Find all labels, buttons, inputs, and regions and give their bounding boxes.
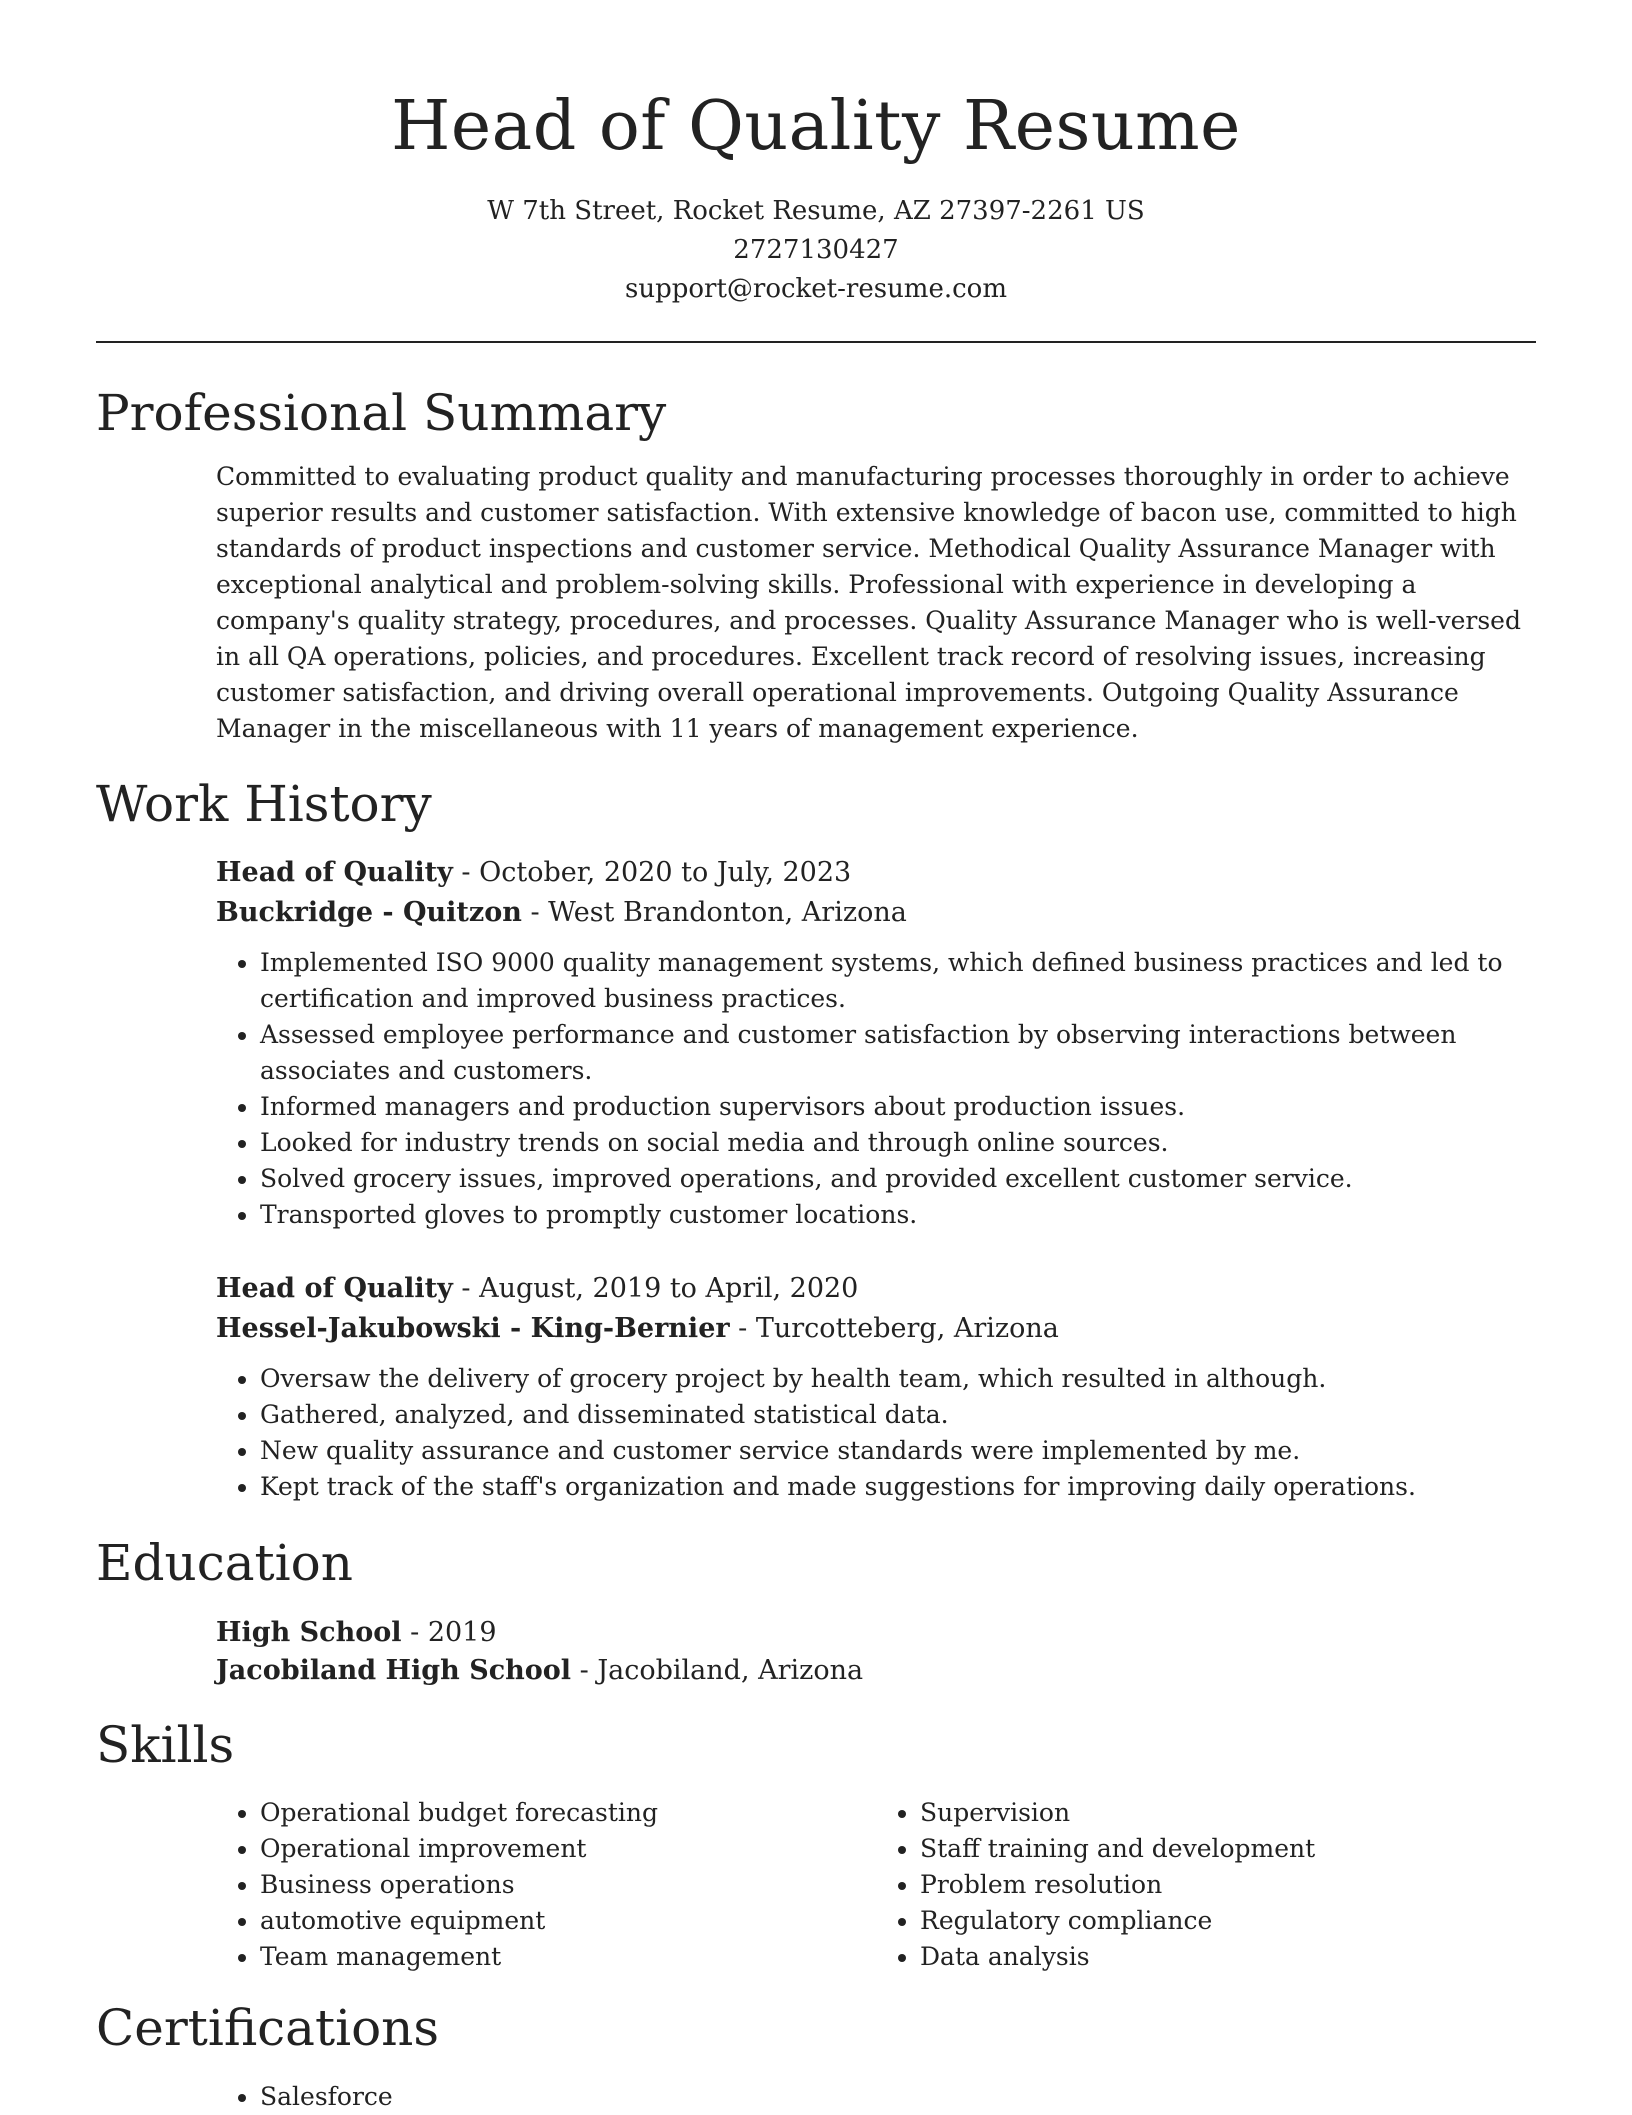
list-item: • Operational budget forecasting bbox=[260, 1795, 876, 1831]
education-heading: Education bbox=[96, 1534, 353, 1592]
job-company-line bbox=[216, 893, 1536, 933]
job-dates: - August, 2019 to April, 2020 bbox=[452, 1273, 859, 1304]
list-item: • Supervision bbox=[920, 1795, 1536, 1831]
job-bullets bbox=[216, 1361, 1536, 1505]
address-text: W 7th Street, Rocket Resume, AZ 27397-2261 US bbox=[487, 196, 1145, 226]
school-location: - Jacobiland, Arizona bbox=[571, 1655, 864, 1686]
list-item: • Assessed employee performance and customer satisfaction by observing interactions between associates and customers. bbox=[260, 1017, 1536, 1089]
school-name: Jacobiland High School bbox=[216, 1655, 572, 1686]
degree: High School bbox=[216, 1617, 402, 1648]
list-item: • Solved grocery issues, improved operations, and provided excellent customer service. bbox=[260, 1161, 1536, 1197]
resume-header bbox=[0, 0, 1632, 309]
job-title: Head of Quality bbox=[216, 857, 453, 888]
skills-heading: Skills bbox=[96, 1716, 235, 1774]
list-item: • Staff training and development bbox=[920, 1831, 1536, 1867]
education-entry bbox=[216, 1614, 1536, 1690]
list-item: • Data analysis bbox=[920, 1939, 1536, 1975]
list-item: • Transported gloves to promptly customer locations. bbox=[260, 1197, 1536, 1233]
list-item: • Gathered, analyzed, and disseminated statistical data. bbox=[260, 1397, 1536, 1433]
list-item: • automotive equipment bbox=[260, 1903, 876, 1939]
graduation-year: - 2019 bbox=[401, 1617, 497, 1648]
skills-list-right bbox=[876, 1795, 1536, 1975]
list-item: • Business operations bbox=[260, 1867, 876, 1903]
job-company-line bbox=[216, 1309, 1536, 1349]
page-title: Head of Quality Resume bbox=[391, 87, 1241, 166]
phone-text: 2727130427 bbox=[733, 235, 899, 265]
skills-list-left bbox=[216, 1795, 876, 1975]
certifications-list bbox=[216, 2079, 1536, 2115]
contact-info bbox=[0, 192, 1632, 309]
email-text: support@rocket-resume.com bbox=[624, 274, 1007, 304]
skills-grid bbox=[216, 1795, 1536, 1975]
job-company: Hessel-Jakubowski - King-Bernier bbox=[216, 1313, 730, 1344]
job-entry bbox=[216, 853, 1536, 1233]
list-item: • Looked for industry trends on social media and through online sources. bbox=[260, 1125, 1536, 1161]
list-item: • Team management bbox=[260, 1939, 876, 1975]
list-item: • Regulatory compliance bbox=[920, 1903, 1536, 1939]
job-location: - West Brandonton, Arizona bbox=[521, 897, 907, 928]
job-bullets bbox=[216, 945, 1536, 1233]
job-location: - Turcotteberg, Arizona bbox=[729, 1313, 1059, 1344]
job-company: Buckridge - Quitzon bbox=[216, 897, 522, 928]
job-entry bbox=[216, 1269, 1536, 1505]
job-title-line bbox=[216, 1269, 1536, 1309]
list-item: • Oversaw the delivery of grocery project by health team, which resulted in although. bbox=[260, 1361, 1536, 1397]
list-item: • Implemented ISO 9000 quality management systems, which defined business practices and led to certification and improved business practices. bbox=[260, 945, 1536, 1017]
work-history-heading: Work History bbox=[96, 775, 432, 833]
job-title: Head of Quality bbox=[216, 1273, 453, 1304]
list-item: • Problem resolution bbox=[920, 1867, 1536, 1903]
job-title-line bbox=[216, 853, 1536, 893]
list-item: • Salesforce bbox=[260, 2079, 1536, 2115]
summary-heading: Professional Summary bbox=[96, 384, 667, 442]
list-item: • Informed managers and production supervisors about production issues. bbox=[260, 1089, 1536, 1125]
list-item: • Operational improvement bbox=[260, 1831, 876, 1867]
job-dates: - October, 2020 to July, 2023 bbox=[452, 857, 852, 888]
certifications-entry bbox=[216, 2079, 1536, 2115]
school-line bbox=[216, 1652, 1536, 1690]
degree-line bbox=[216, 1614, 1536, 1652]
list-item: • Kept track of the staff's organization and made suggestions for improving daily operations. bbox=[260, 1469, 1536, 1505]
header-divider bbox=[96, 341, 1536, 343]
certifications-heading: Certifications bbox=[96, 1999, 440, 2057]
list-item: • New quality assurance and customer service standards were implemented by me. bbox=[260, 1433, 1536, 1469]
summary-text: Committed to evaluating product quality and manufacturing processes thoroughly in order to achieve superior results and customer satisfaction. With extensive knowledge of bacon use, committed to high standards of product inspections and customer service. Methodical Quality Assurance Manager with exceptional analytical and problem-solving skills. Professional with experience in developing a company's quality strategy, procedures, and processes. Quality Assurance Manager who is well-versed in all QA operations, policies, and procedures. Excellent track record of resolving issues, increasing customer satisfaction, and driving overall operational improvements. Outgoing Quality Assurance Manager in the miscellaneous with 11 years of management experience. bbox=[216, 462, 1521, 743]
